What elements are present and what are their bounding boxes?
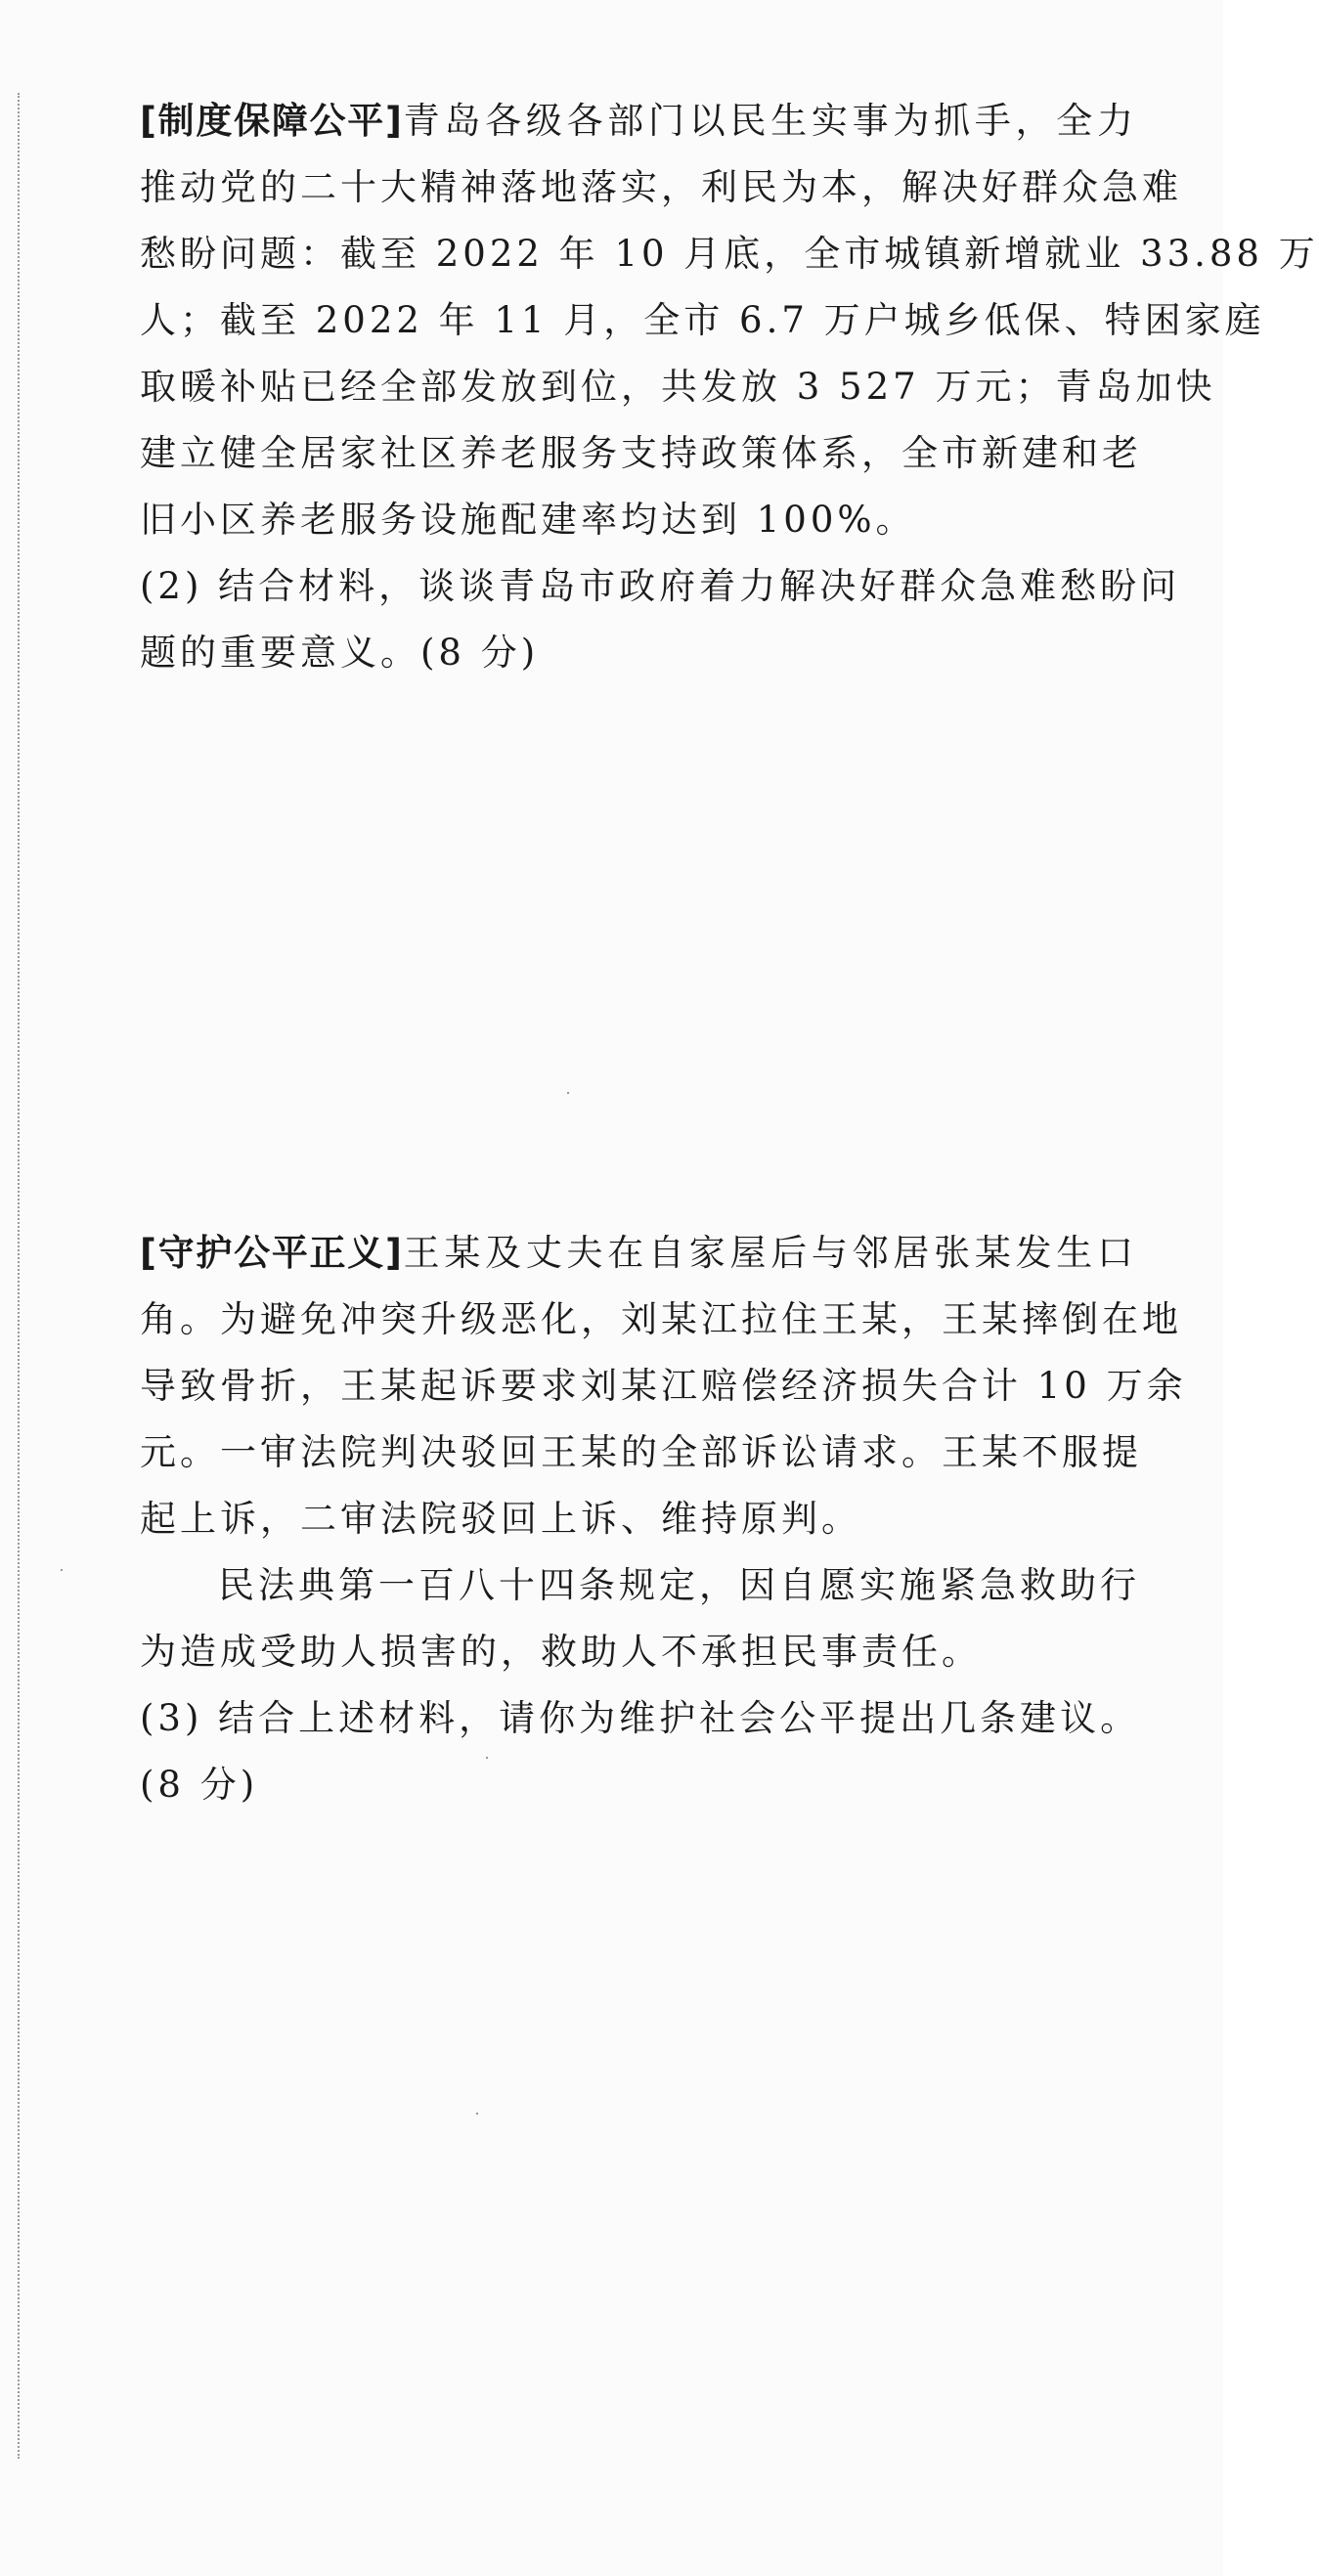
- material-line: 旧小区养老服务设施配建率均达到 100%。: [140, 499, 916, 541]
- material-line: 导致骨折，王某起诉要求刘某江赔偿经济损失合计 10 万余: [140, 1365, 1187, 1407]
- question-line: 题的重要意义。(8 分): [140, 632, 540, 674]
- margin-dotted-line: [18, 93, 20, 2459]
- scan-speck: [61, 1569, 63, 1571]
- question-line: (8 分): [140, 1764, 259, 1806]
- material-line: 愁盼问题：截至 2022 年 10 月底，全市城镇新增就业 33.88 万: [140, 233, 1319, 275]
- material-line: [守护公平正义]王某及丈夫在自家屋后与邻居张某发生口: [140, 1232, 1138, 1274]
- section-justice: [140, 1220, 1187, 1818]
- section-tag: [制度保障公平]: [140, 100, 403, 142]
- scan-speck: [567, 1092, 569, 1094]
- scan-speck: [486, 1757, 488, 1759]
- question-line: (2) 结合材料，谈谈青岛市政府着力解决好群众急难愁盼问: [140, 565, 1181, 607]
- question-line: (3) 结合上述材料，请你为维护社会公平提出几条建议。: [140, 1697, 1141, 1739]
- law-paragraph-line: 民法典第一百八十四条规定，因自愿实施紧急救助行: [218, 1564, 1140, 1606]
- material-line: 取暖补贴已经全部发放到位，共发放 3 527 万元；青岛加快: [140, 366, 1216, 408]
- material-line: 建立健全居家社区养老服务支持政策体系，全市新建和老: [140, 432, 1142, 474]
- scan-speck: [476, 2113, 478, 2115]
- material-line: [制度保障公平]青岛各级各部门以民生实事为抓手，全力: [140, 100, 1138, 142]
- material-line: 人；截至 2022 年 11 月，全市 6.7 万户城乡低保、特困家庭: [140, 299, 1265, 341]
- section-tag: [守护公平正义]: [140, 1232, 403, 1274]
- law-paragraph-line: 为造成受助人损害的，救助人不承担民事责任。: [140, 1631, 982, 1673]
- material-line: 角。为避免冲突升级恶化，刘某江拉住王某，王某摔倒在地: [140, 1298, 1182, 1340]
- section-institutional-fairness: [140, 88, 1319, 686]
- material-line: 推动党的二十大精神落地落实，利民为本，解决好群众急难: [140, 166, 1182, 208]
- material-line: 起上诉，二审法院驳回上诉、维持原判。: [140, 1498, 861, 1540]
- material-line: 元。一审法院判决驳回王某的全部诉讼请求。王某不服提: [140, 1431, 1142, 1473]
